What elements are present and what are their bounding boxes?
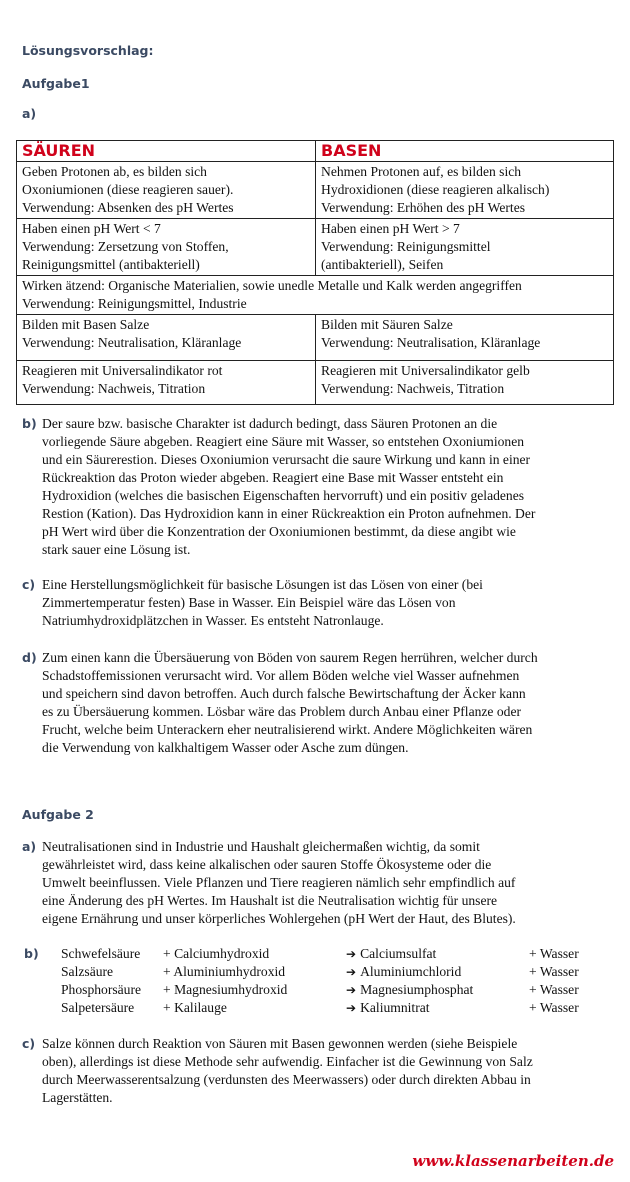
table-row — [17, 276, 614, 315]
table-header-row — [17, 141, 614, 162]
aufgabe1-c: c) Eine Herstellungsmöglichkeit für basische Lösungen ist das Lösen von einer (bei Zimmertemperatur festen) Base in Wasser. Ein Beispiel wäre das Lösen von Natriumhydroxidplätzchen in Wasser. Es entsteht Natronlauge. — [22, 577, 483, 628]
aufgabe2-c: c) Salze können durch Reaktion von Säuren mit Basen gewonnen werden (siehe Beispiele oben), allerdings ist diese Methode sehr aufwendig. Einfacher ist die Gewinnung von Salz durch Meerwasserentsalzung (verdunsten des Meerwassers) oder durch direkten Abbau in Lagerstätten. — [22, 1036, 533, 1105]
aufgabe2-c-label: c) — [22, 1036, 36, 1051]
table-row — [17, 361, 614, 405]
table-cell-full: Wirken ätzend: Organische Materialien, sowie unedle Metalle und Kalk werden angegriffen Verwendung: Reinigungsmittel, Industrie — [17, 276, 614, 315]
table-row — [17, 219, 614, 276]
aufgabe1-a-label: a) — [22, 106, 37, 121]
aufgabe1-c-label: c) — [22, 577, 36, 592]
table-row — [17, 162, 614, 219]
aufgabe1-heading: Aufgabe1 — [22, 76, 90, 91]
footer-website-link[interactable]: www.klassenarbeiten.de — [412, 1152, 614, 1170]
aufgabe2-a: a) Neutralisationen sind in Industrie und Haushalt gleichermaßen wichtig, da somit gewährleistet wird, dass keine alkalischen oder sauren Stoffe Ökosysteme oder die Umwelt beeinflussen. Viele Pflanzen und Tiere reagieren nämlich sehr empfindlich auf eine Änderung des pH Wertes. Im Haushalt ist die Neutralisation wichtig für unsere eigene Ernährung und unser körperliches Wohlergehen (pH Wert der Haut, des Blutes). — [22, 839, 516, 926]
table-cell: Geben Protonen ab, es bilden sich Oxoniumionen (diese reagieren sauer). Verwendung: Absenken des pH Wertes — [17, 162, 316, 219]
aufgabe1-b: b) Der saure bzw. basische Charakter ist dadurch bedingt, dass Säuren Protonen an die vorliegende Säure abgeben. Reagiert eine Säure mit Wasser, so entstehen Oxoniumionen und ein Säurerestion. Dieses Oxoniumion verursacht die saure Wirkung und kann in einer Rückreaktion das Proton wieder abgeben. Reagiert eine Base mit Wasser entsteht ein Hydroxidion (welches die basischen Eigenschaften hervorruft) und ein positiv geladenes Restion (Kation). Das Hydroxidion kann in einer Rückreaktion ein Proton aufnehmen. Der pH Wert wird über die Konzentration der Oxoniumionen bestimmt, da diese angibt wie stark sauer eine Lösung ist. — [22, 416, 536, 557]
table-row — [17, 315, 614, 361]
header-saeuren: SÄUREN — [17, 141, 316, 162]
table-cell: Haben einen pH Wert < 7 Verwendung: Zersetzung von Stoffen, Reinigungsmittel (antibakteriell) — [17, 219, 316, 276]
table-cell: Nehmen Protonen auf, es bilden sich Hydroxidionen (diese reagieren alkalisch) Verwendung: Erhöhen des pH Wertes — [316, 162, 614, 219]
header-basen: BASEN — [316, 141, 614, 162]
arrow-right-icon: ➔ — [346, 983, 357, 997]
arrow-right-icon: ➔ — [346, 1001, 357, 1015]
aufgabe1-d-label: d) — [22, 650, 37, 665]
table-cell: Haben einen pH Wert > 7 Verwendung: Reinigungsmittel (antibakteriell), Seifen — [316, 219, 614, 276]
aufgabe2-a-label: a) — [22, 839, 37, 854]
aufgabe2-b-label: b) — [24, 946, 39, 961]
table-cell: Reagieren mit Universalindikator gelb Verwendung: Nachweis, Titration — [316, 361, 614, 405]
page-title: Lösungsvorschlag: — [22, 43, 154, 58]
arrow-right-icon: ➔ — [346, 947, 357, 961]
aufgabe2-heading: Aufgabe 2 — [22, 807, 94, 822]
arrow-right-icon: ➔ — [346, 965, 357, 979]
table-cell: Bilden mit Säuren Salze Verwendung: Neutralisation, Kläranlage — [316, 315, 614, 361]
acid-base-table — [16, 140, 614, 405]
table-cell: Reagieren mit Universalindikator rot Verwendung: Nachweis, Titration — [17, 361, 316, 405]
aufgabe1-d: d) Zum einen kann die Übersäuerung von Böden von saurem Regen herrühren, welcher durch Schadstoffemissionen verursacht wird. Vor allem Böden welche viel Wasser aufnehmen und speichern sind davon betroffen. Auch durch falsche Bewirtschaftung der Äcker kann es zu Übersäuerung kommen. Lösbar wäre das Problem durch Anbau einer Pflanze oder Frucht, welche beim Unterackern eher neutralisierend wirkt. Andere Möglichkeiten wären die Verwendung von kalkhaltigem Wasser oder Asche zum düngen. — [22, 650, 538, 755]
aufgabe1-b-label: b) — [22, 416, 37, 431]
table-cell: Bilden mit Basen Salze Verwendung: Neutralisation, Kläranlage — [17, 315, 316, 361]
